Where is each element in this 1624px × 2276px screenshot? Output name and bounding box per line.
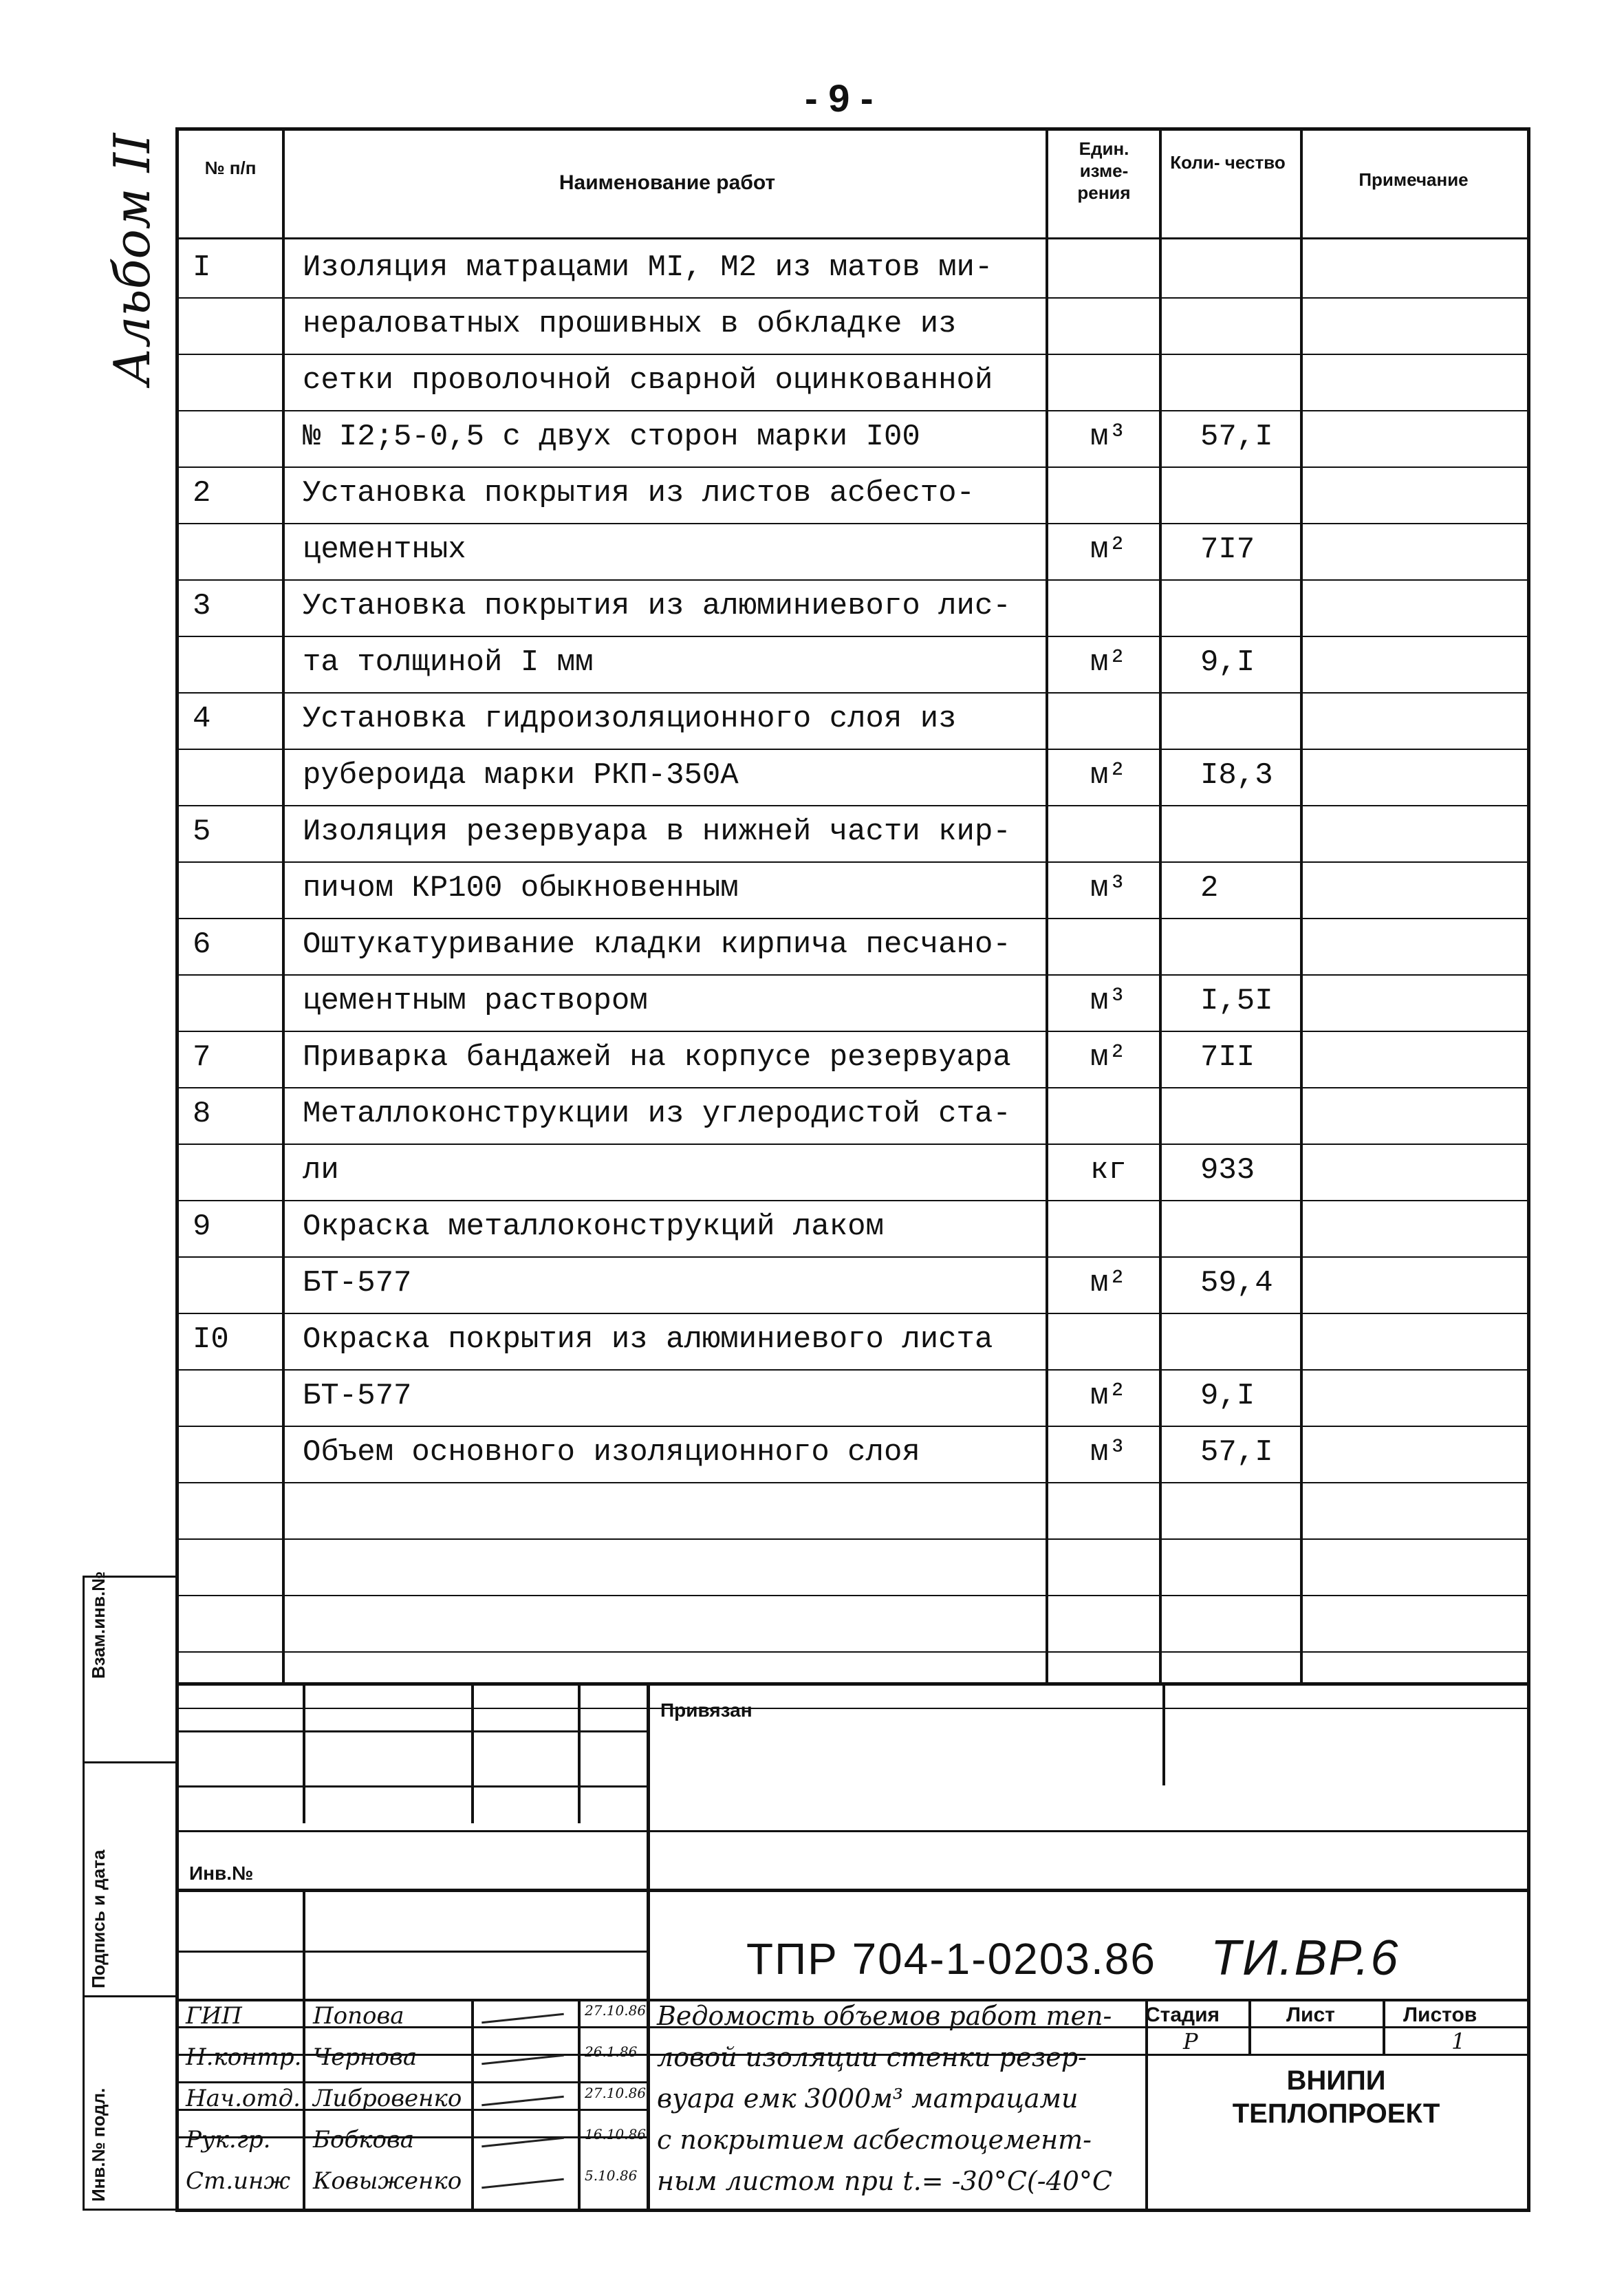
row-number: 5: [193, 815, 211, 849]
row-quantity: 9,I: [1200, 645, 1255, 680]
title-block-rule: [578, 1999, 581, 2211]
header-name: Наименование работ: [559, 171, 776, 194]
signer-role: ГИП: [186, 2002, 242, 2030]
title-block-rule: [83, 2209, 175, 2211]
header-unit: Един. изме- рения: [1077, 138, 1131, 203]
signer-date: 26.1.86: [585, 2043, 638, 2060]
row-quantity: I8,3: [1200, 758, 1273, 793]
row-quantity: 59,4: [1200, 1266, 1273, 1300]
row-work-name: Приварка бандажей на корпусе резервуара: [303, 1040, 1011, 1075]
row-rule: [175, 974, 1530, 976]
row-rule: [175, 1538, 1530, 1540]
inv-no-label: Инв.№: [189, 1862, 254, 1884]
row-number: I: [193, 250, 211, 285]
title-block-rule: [175, 1889, 1530, 1892]
row-unit: м²: [1090, 758, 1127, 793]
row-unit: м²: [1090, 533, 1127, 567]
title-block-rule: [471, 1682, 474, 1823]
row-work-name: цементным раствором: [303, 984, 648, 1018]
document-code: ТПР 704-1-0203.86: [746, 1934, 1156, 1984]
row-rule: [175, 354, 1530, 355]
row-rule: [175, 861, 1530, 863]
row-work-name: Установка покрытия из листов асбесто-: [303, 476, 975, 511]
row-rule: [175, 1651, 1530, 1653]
title-block-rule: [647, 1682, 650, 2211]
row-quantity: 933: [1200, 1153, 1255, 1188]
title-block-rule: [175, 1830, 1530, 1832]
row-work-name: Установка покрытия из алюминиевого лис-: [303, 589, 1011, 623]
signer-role: Н.контр.: [186, 2043, 302, 2071]
row-number: 2: [193, 476, 211, 511]
organization-line-2: ТЕПЛОПРОЕКТ: [1232, 2098, 1440, 2129]
row-rule: [175, 1200, 1530, 1201]
stage-header: Стадия: [1145, 2004, 1220, 2026]
row-number: 9: [193, 1210, 211, 1244]
column-rule: [282, 127, 285, 1682]
title-block-rule: [1162, 1682, 1165, 1785]
row-rule: [175, 1313, 1530, 1314]
sheets-header: Листов: [1403, 2004, 1477, 2026]
row-unit: м²: [1090, 1266, 1127, 1300]
row-quantity: 57,I: [1200, 420, 1273, 454]
signer-date: 27.10.86: [585, 2085, 647, 2101]
header-num: № п/п: [204, 158, 257, 178]
row-rule: [175, 297, 1530, 299]
row-number: 6: [193, 927, 211, 962]
row-unit: кг: [1090, 1153, 1127, 1188]
column-rule: [1159, 127, 1162, 1682]
row-rule: [175, 1369, 1530, 1371]
row-quantity: 2: [1200, 871, 1219, 905]
sheet-header: Лист: [1286, 2004, 1335, 2026]
row-work-name: Объем основного изоляционного слоя: [303, 1435, 920, 1470]
organization: [1145, 2064, 1527, 2130]
title-block-rule: [578, 1682, 581, 1823]
description-line: ным листом при t.= -30°С(-40°С: [657, 2166, 1112, 2196]
row-quantity: 57,I: [1200, 1435, 1273, 1470]
title-block-rule: [175, 1682, 1530, 1686]
column-rule: [1300, 127, 1303, 1682]
header-rule: [175, 237, 1530, 239]
row-unit: м²: [1090, 1040, 1127, 1075]
row-number: 3: [193, 589, 211, 623]
row-number: I0: [193, 1322, 229, 1357]
row-rule: [175, 918, 1530, 919]
privyazan-label: Привязан: [660, 1699, 753, 1721]
row-work-name: Оштукатуривание кладки кирпича песчано-: [303, 927, 1011, 962]
header-note: Примечание: [1358, 169, 1469, 190]
title-block-rule: [175, 1951, 650, 1953]
row-unit: м³: [1090, 871, 1127, 905]
title-block-rule: [83, 1995, 175, 1997]
side-label-vzam: Взам.инв.№: [88, 1571, 109, 1679]
row-quantity: 9,I: [1200, 1379, 1255, 1413]
column-rule: [1046, 127, 1048, 1682]
title-block-rule: [83, 1761, 175, 1763]
row-rule: [175, 466, 1530, 468]
row-rule: [175, 410, 1530, 411]
signer-date: 5.10.86: [585, 2167, 638, 2184]
signer-date: 27.10.86: [585, 2002, 647, 2019]
organization-line-1: ВНИПИ: [1286, 2065, 1386, 2096]
row-work-name: та толщиной I мм: [303, 645, 594, 680]
signer-name: Чернова: [313, 2043, 418, 2071]
row-work-name: ли: [303, 1153, 339, 1188]
row-work-name: нераловатных прошивных в обкладке из: [303, 307, 957, 341]
document-code-suffix: ТИ.ВР.6: [1211, 1931, 1400, 1986]
row-work-name: пичом КР100 обыкновенным: [303, 871, 739, 905]
row-quantity: 7II: [1200, 1040, 1255, 1075]
signer-role: Нач.отд.: [186, 2085, 301, 2112]
row-number: 7: [193, 1040, 211, 1075]
signer-role: Ст.инж: [186, 2167, 291, 2195]
header-qty: Коли- чество: [1170, 152, 1286, 173]
description-line: Ведомость объемов работ теп-: [657, 2001, 1112, 2031]
row-unit: м²: [1090, 1379, 1127, 1413]
row-rule: [175, 805, 1530, 806]
title-block-rule: [1248, 1999, 1251, 2054]
row-work-name: № I2;5-0,5 с двух сторон марки I00: [303, 420, 920, 454]
row-work-name: цементных: [303, 533, 466, 567]
title-block-rule: [471, 1999, 474, 2211]
album-label: Альбом II: [103, 133, 161, 385]
description-line: вуара емк 3000м³ матрацами: [657, 2083, 1079, 2114]
row-work-name: Металлоконструкции из углеродистой ста-: [303, 1097, 1011, 1131]
signer-name: Попова: [313, 2002, 404, 2030]
row-rule: [175, 579, 1530, 581]
signer-name: Ковыженко: [313, 2167, 462, 2195]
row-rule: [175, 636, 1530, 637]
title-block-rule: [1145, 2054, 1530, 2056]
row-work-name: Установка гидроизоляционного слоя из: [303, 702, 957, 736]
description-line: с покрытием асбестоцемент-: [657, 2125, 1092, 2155]
row-unit: м³: [1090, 420, 1127, 454]
row-rule: [175, 1595, 1530, 1596]
row-unit: м²: [1090, 645, 1127, 680]
title-block-rule: [303, 1892, 305, 2211]
row-quantity: 7I7: [1200, 533, 1255, 567]
description-line: ловой изоляции стенки резер-: [657, 2042, 1087, 2072]
row-rule: [175, 749, 1530, 750]
row-work-name: БТ-577: [303, 1266, 412, 1300]
title-block-rule: [1383, 1999, 1385, 2054]
row-work-name: Окраска покрытия из алюминиевого листа: [303, 1322, 993, 1357]
row-rule: [175, 692, 1530, 694]
title-block-rule: [83, 1576, 85, 2209]
signer-date: 16.10.86: [585, 2126, 647, 2143]
row-rule: [175, 1087, 1530, 1088]
page-number: - 9 -: [805, 76, 874, 120]
row-unit: м³: [1090, 984, 1127, 1018]
row-rule: [175, 1426, 1530, 1427]
sheets-value: 1: [1451, 2028, 1466, 2054]
row-work-name: Изоляция резервуара в нижней части кир-: [303, 815, 1011, 849]
row-rule: [175, 1482, 1530, 1483]
row-work-name: БТ-577: [303, 1379, 412, 1413]
stage-value: Р: [1183, 2028, 1198, 2054]
row-rule: [175, 1708, 1530, 1709]
row-quantity: I,5I: [1200, 984, 1273, 1018]
signer-role: Рук.гр.: [186, 2126, 271, 2154]
side-label-inv: Инв.№ подл.: [88, 2087, 109, 2202]
row-rule: [175, 523, 1530, 524]
row-unit: м³: [1090, 1435, 1127, 1470]
row-number: 4: [193, 702, 211, 736]
row-number: 8: [193, 1097, 211, 1131]
row-rule: [175, 1031, 1530, 1032]
row-work-name: Изоляция матрацами МI, М2 из матов ми-: [303, 250, 993, 285]
row-work-name: сетки проволочной сварной оцинкованной: [303, 363, 993, 398]
row-rule: [175, 1256, 1530, 1258]
side-label-podpis: Подпись и дата: [88, 1849, 109, 1988]
signer-name: Бобкова: [313, 2126, 415, 2154]
row-work-name: Окраска металлоконструкций лаком: [303, 1210, 884, 1244]
title-block-rule: [303, 1682, 305, 1823]
row-work-name: рубероида марки РКП-350А: [303, 758, 739, 793]
row-rule: [175, 1144, 1530, 1145]
signer-name: Либровенко: [313, 2085, 462, 2112]
